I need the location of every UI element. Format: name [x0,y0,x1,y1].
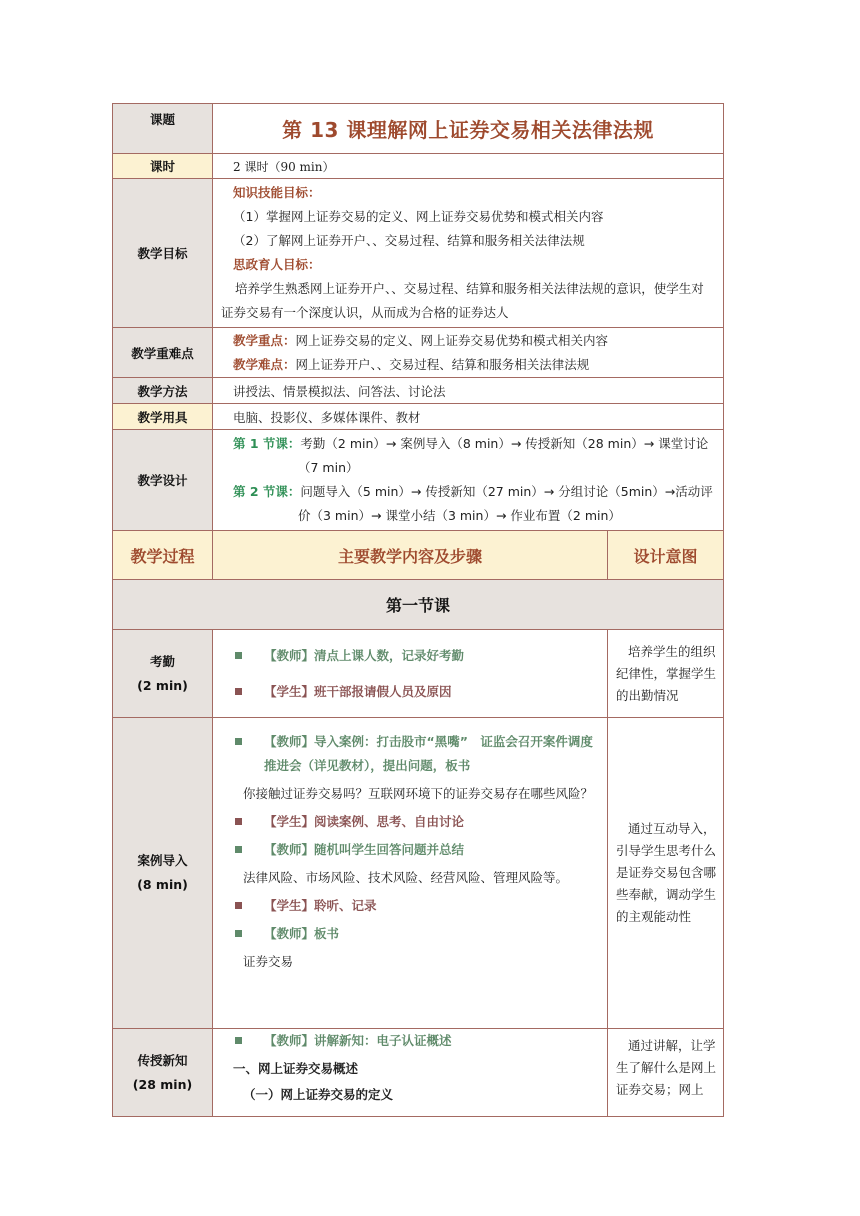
stage-name: 考勤 [149,653,175,669]
student-step: 【学生】聆听、记录 [264,898,377,913]
teacher-step: 【教师】讲解新知：电子认证概述 [264,1033,452,1048]
stage-row-attendance [113,630,724,718]
tools-row [113,404,724,430]
stage-attendance-intent: 培养学生的组织纪律性，掌握学生的出勤情况 [608,630,724,718]
hours-label: 课时 [113,154,213,179]
stage-case-content [213,718,608,1029]
stage-time: (8 min) [137,877,188,892]
stage-row-newknowledge [113,1029,724,1117]
key-point-heading: 教学重点： [233,332,296,348]
design-2-heading: 第 2 节课： [233,484,301,499]
square-bullet-icon [235,688,242,695]
goal-content [213,179,724,328]
topic-row [113,104,724,154]
tools-value: 电脑、投影仪、多媒体课件、教材 [213,404,724,430]
stage-newknowledge-intent: 通过讲解，让学生了解什么是网上证券交易；网上 [608,1029,724,1117]
square-bullet-icon [235,930,242,937]
hours-value: 2 课时（90 min） [213,154,724,179]
goal-knowledge-2: （2）了解网上证券开户、、交易过程、结算和服务相关法律法规 [233,233,585,248]
process-col-intent: 设计意图 [608,531,724,580]
lesson-plan-sheet [112,103,723,1117]
student-step: 【学生】班干部报请假人员及原因 [264,683,452,699]
teacher-step: 【教师】随机叫学生回答问题并总结 [264,842,465,857]
square-bullet-icon [235,1037,242,1044]
process-header-row [113,531,724,580]
stage-time: (2 min) [137,677,188,693]
design-1-heading: 第 1 节课： [233,436,301,451]
list-item [213,922,607,946]
teacher-step: 【教师】板书 [264,926,340,941]
goal-label: 教学目标 [113,179,213,328]
key-content [213,328,724,378]
hours-row [113,154,724,179]
design-line-2 [233,480,715,528]
list-item [213,730,607,778]
stage-case-intent: 通过互动导入，引导学生思考什么是证券交易包含哪些奉献，调动学生的主观能动性 [608,718,724,1029]
key-row [113,328,724,378]
key-label: 教学重难点 [113,328,213,378]
stage-row-case [113,718,724,1029]
teacher-step: 【教师】导入案例：打击股市“黑嘴” 证监会召开案件调度推进会（详见教材），提出问题，板书 [264,734,593,773]
list-item [213,838,607,862]
list-item [213,810,607,834]
list-item [213,644,607,668]
list-item [213,1029,607,1053]
question-text: 你接触过证券交易吗？互联网环境下的证券交易存在哪些风险？ [243,786,594,801]
topic-label: 课题 [113,104,213,154]
stage-attendance-content [213,630,608,718]
stage-name: 案例导入 [137,853,188,868]
design-1-text: 考勤（2 min）→ 案例导入（8 min）→ 传授新知（28 min）→ 课堂讨论（7 min） [298,436,709,475]
difficulty-text: 网上证券开户、、交易过程、结算和服务相关法律法规 [295,356,590,372]
heading-2: （一）网上证券交易的定义 [243,1087,394,1102]
design-content [213,430,724,531]
square-bullet-icon [235,818,242,825]
method-row [113,378,724,404]
section-row [113,580,724,630]
key-point-text: 网上证券交易的定义、网上证券交易优势和模式相关内容 [295,332,609,348]
page-title: 第 13 课理解网上证券交易相关法律法规 [213,104,724,154]
section-title: 第一节课 [113,580,724,630]
stage-newknowledge-content [213,1029,608,1117]
goal-knowledge-1: （1）掌握网上证券交易的定义、网上证券交易优势和模式相关内容 [233,209,604,224]
board-text: 证券交易 [243,954,294,969]
design-row [113,430,724,531]
stage-name: 传授新知 [137,1052,188,1068]
goal-knowledge-heading: 知识技能目标： [233,185,321,200]
square-bullet-icon [235,738,242,745]
stage-newknowledge-label [113,1029,213,1117]
stage-time: (28 min) [132,1076,193,1092]
student-step: 【学生】阅读案例、思考、自由讨论 [264,814,465,829]
goal-ideology-text: 培养学生熟悉网上证券开户、、交易过程、结算和服务相关法律法规的意识，使学生对证券交易有一个深度认识，从而成为合格的证券达人 [221,281,704,320]
teacher-step: 【教师】清点上课人数，记录好考勤 [264,647,465,663]
process-col-stage: 教学过程 [113,531,213,580]
goal-ideology-heading: 思政育人目标： [233,257,321,272]
square-bullet-icon [235,846,242,853]
design-label: 教学设计 [113,430,213,531]
goal-row [113,179,724,328]
heading-1: 一、网上证券交易概述 [233,1061,359,1076]
square-bullet-icon [235,902,242,909]
process-col-content: 主要教学内容及步骤 [213,531,608,580]
design-2-text: 问题导入（5 min）→ 传授新知（27 min）→ 分组讨论（5min）→活动评价（3 min）→ 课堂小结（3 min）→ 作业布置（2 min） [298,484,713,523]
risks-text: 法律风险、市场风险、技术风险、经营风险、管理风险等。 [243,870,569,885]
stage-case-label [113,718,213,1029]
square-bullet-icon [235,652,242,659]
stage-attendance-label [113,630,213,718]
tools-label: 教学用具 [113,404,213,430]
difficulty-heading: 教学难点： [233,356,296,372]
method-value: 讲授法、情景模拟法、问答法、讨论法 [213,378,724,404]
method-label: 教学方法 [113,378,213,404]
list-item [213,894,607,918]
list-item [213,680,607,704]
design-line-1 [233,432,715,480]
lesson-plan-table [112,103,724,1117]
